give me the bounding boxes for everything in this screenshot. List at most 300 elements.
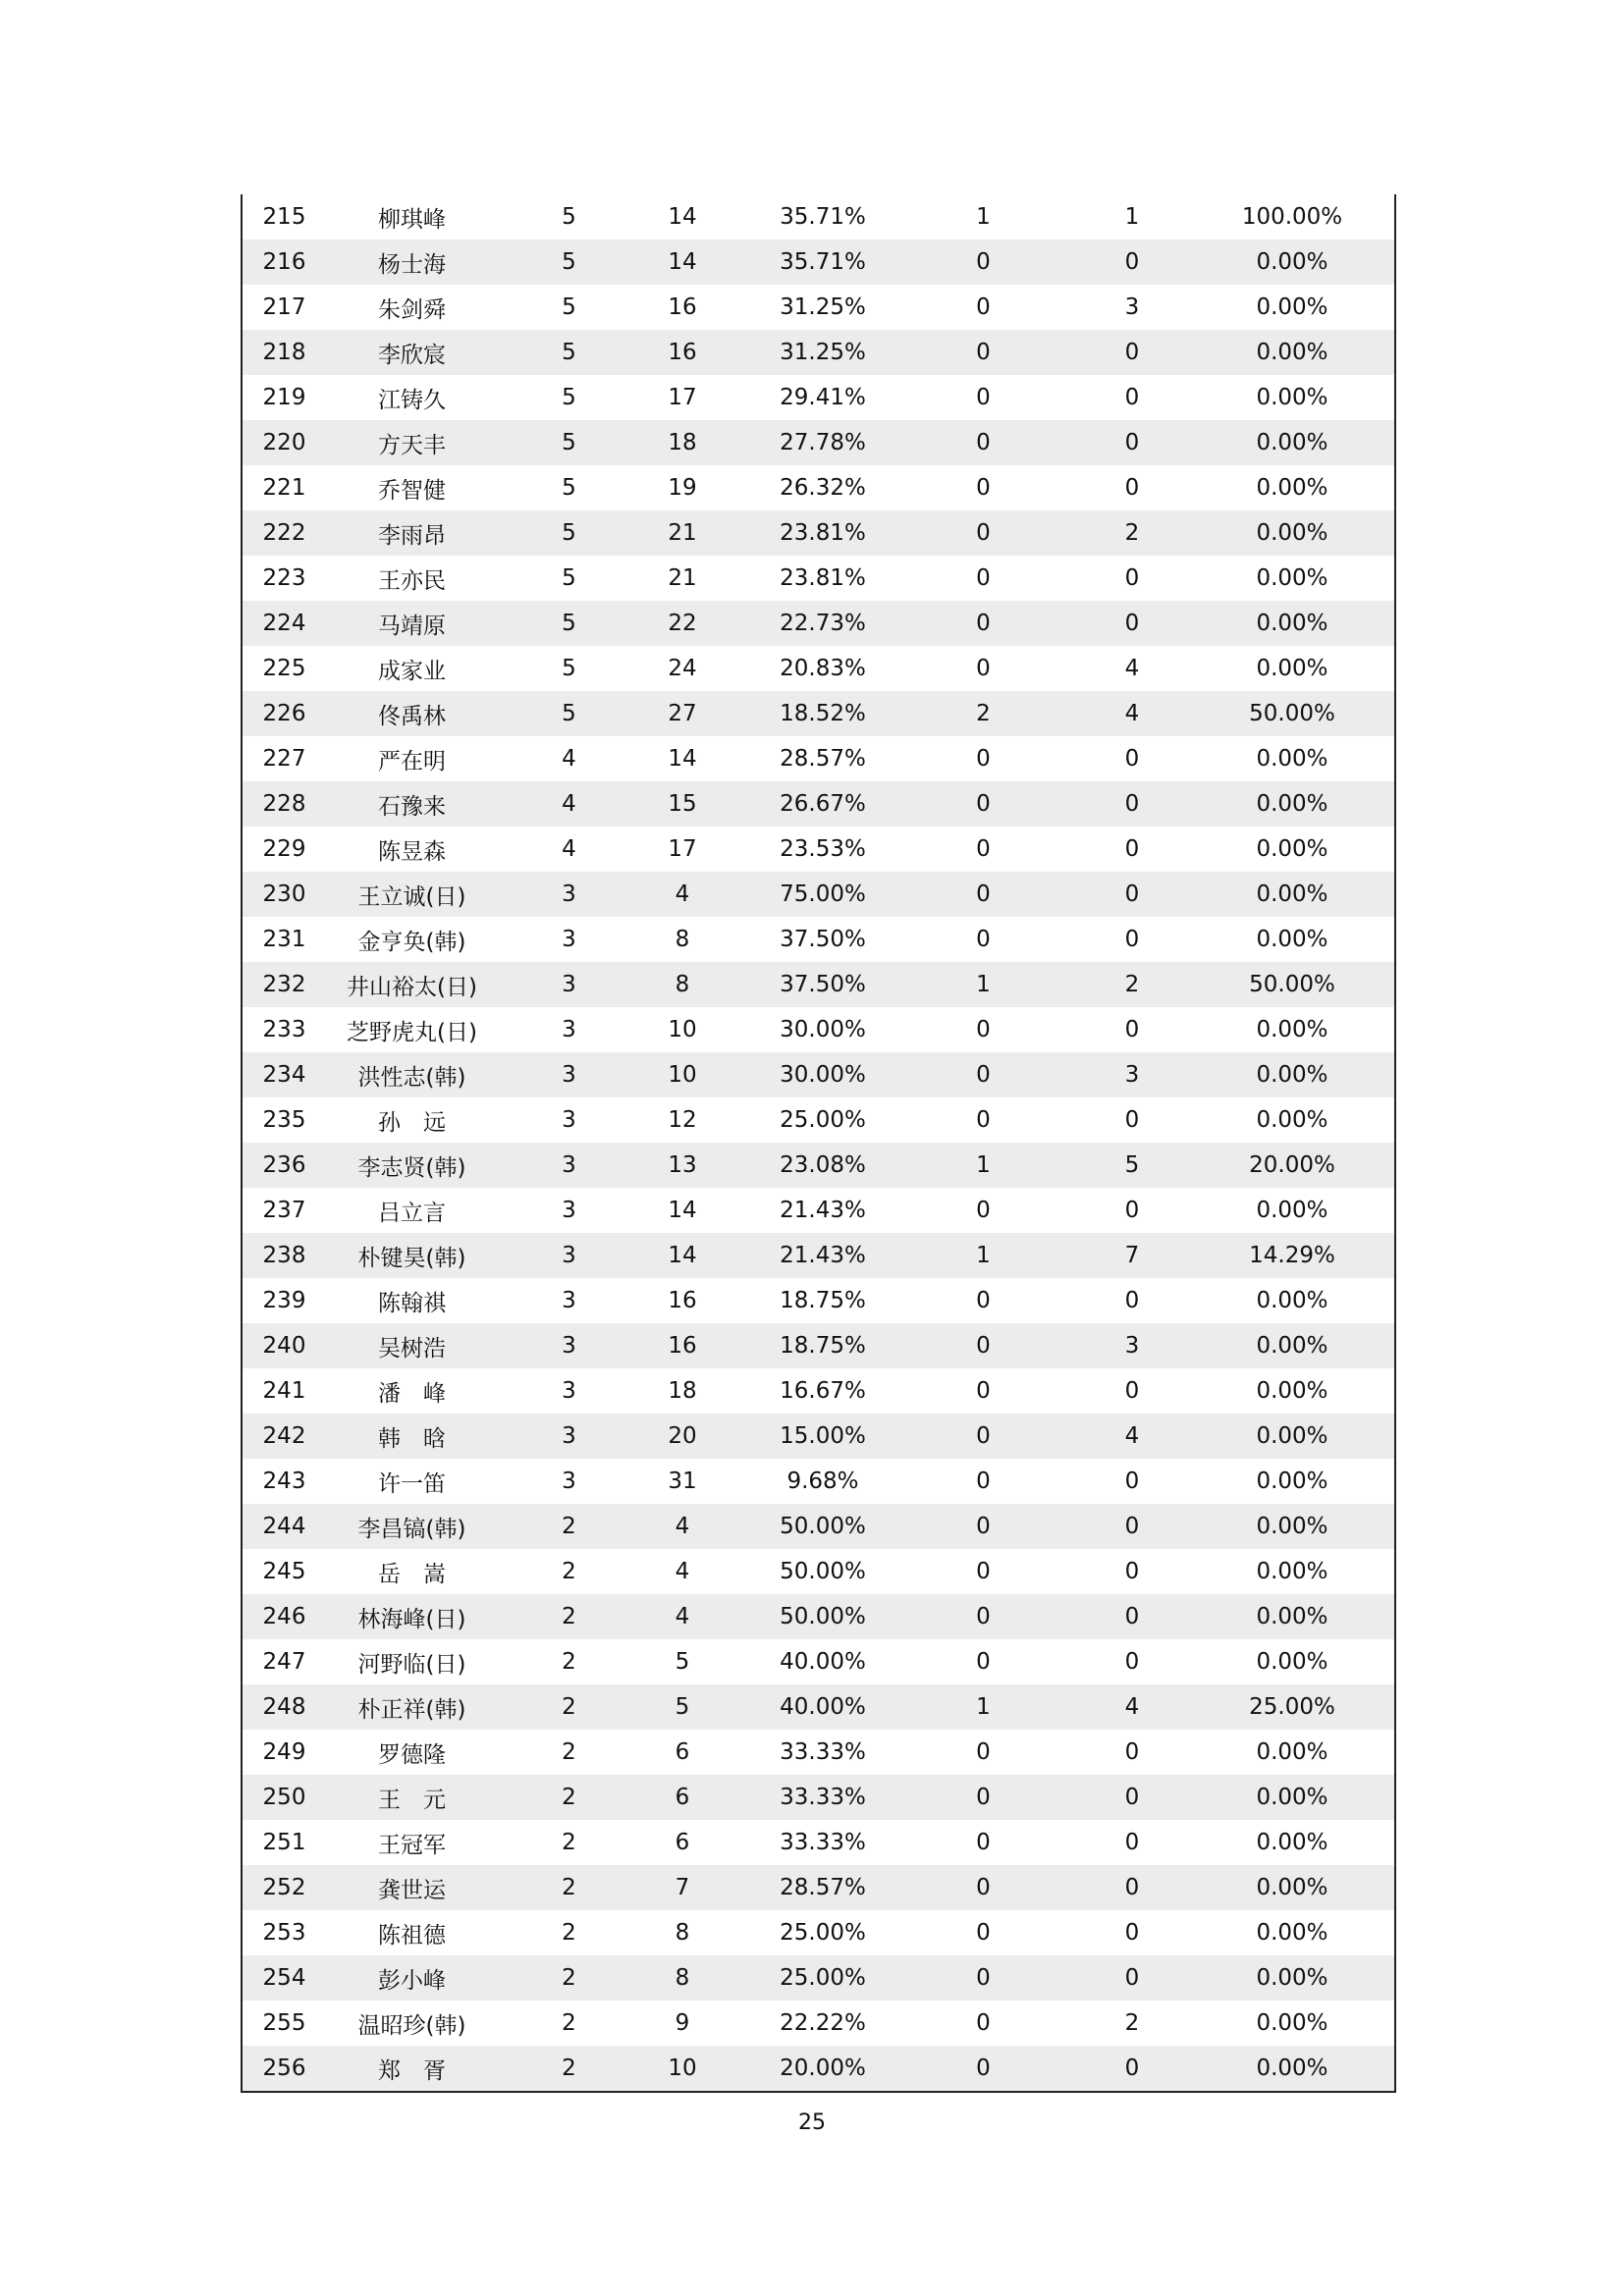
- final-games-cell: 2: [1124, 520, 1140, 546]
- games-cell: 27: [668, 701, 697, 726]
- final-win-rate-cell: 0.00%: [1256, 1017, 1328, 1042]
- final-wins-cell: 0: [976, 656, 991, 681]
- table-row: [243, 691, 1394, 736]
- final-games-cell: 0: [1124, 1198, 1140, 1223]
- games-cell: 24: [668, 656, 697, 681]
- player-name-cell: 金亨奂(韩): [357, 929, 466, 955]
- final-wins-cell: 0: [976, 1107, 991, 1133]
- final-wins-cell: 1: [976, 972, 991, 997]
- player-name-cell: 王立诚(日): [357, 883, 466, 910]
- player-name-cell: 郑 胥: [378, 2057, 446, 2084]
- wins-cell: 5: [562, 656, 576, 681]
- win-rate-cell: 29.41%: [780, 385, 866, 410]
- final-games-cell: 3: [1124, 1062, 1140, 1088]
- win-rate-cell: 22.22%: [780, 2010, 866, 2036]
- rank-cell: 229: [262, 836, 306, 862]
- win-rate-cell: 28.57%: [780, 1875, 866, 1900]
- table-row: [243, 2046, 1394, 2091]
- win-rate-cell: 30.00%: [780, 1017, 866, 1042]
- final-games-cell: 0: [1124, 1920, 1140, 1946]
- wins-cell: 3: [562, 1198, 576, 1223]
- wins-cell: 3: [562, 1333, 576, 1359]
- games-cell: 14: [668, 249, 697, 275]
- final-wins-cell: 0: [976, 1830, 991, 1855]
- final-games-cell: 4: [1124, 701, 1140, 726]
- rank-cell: 231: [262, 927, 306, 952]
- player-name-cell: 乔智健: [378, 477, 446, 504]
- final-win-rate-cell: 0.00%: [1256, 791, 1328, 817]
- rank-cell: 234: [262, 1062, 306, 1088]
- win-rate-cell: 31.25%: [780, 294, 866, 320]
- games-cell: 10: [668, 1062, 697, 1088]
- games-cell: 12: [668, 1107, 697, 1133]
- rank-cell: 240: [262, 1333, 306, 1359]
- wins-cell: 2: [562, 1514, 576, 1539]
- final-games-cell: 0: [1124, 791, 1140, 817]
- player-name-cell: 岳 嵩: [378, 1561, 446, 1587]
- games-cell: 4: [675, 1559, 690, 1584]
- wins-cell: 3: [562, 1152, 576, 1178]
- final-wins-cell: 0: [976, 1288, 991, 1313]
- win-rate-cell: 28.57%: [780, 746, 866, 772]
- table-row: [243, 1459, 1394, 1504]
- final-wins-cell: 1: [976, 1243, 991, 1268]
- wins-cell: 3: [562, 1288, 576, 1313]
- final-wins-cell: 1: [976, 1152, 991, 1178]
- final-games-cell: 0: [1124, 2056, 1140, 2081]
- final-win-rate-cell: 0.00%: [1256, 1830, 1328, 1855]
- games-cell: 6: [675, 1739, 690, 1765]
- table-row: [243, 2001, 1394, 2046]
- rank-cell: 221: [262, 475, 306, 501]
- player-name-cell: 李志贤(韩): [357, 1154, 466, 1181]
- win-rate-cell: 27.78%: [780, 430, 866, 455]
- rank-cell: 217: [262, 294, 306, 320]
- rank-cell: 230: [262, 881, 306, 907]
- player-name-cell: 李欣宸: [378, 342, 446, 368]
- final-games-cell: 0: [1124, 1785, 1140, 1810]
- win-rate-cell: 23.08%: [780, 1152, 866, 1178]
- final-win-rate-cell: 0.00%: [1256, 430, 1328, 455]
- win-rate-cell: 35.71%: [780, 204, 866, 230]
- wins-cell: 3: [562, 1378, 576, 1404]
- win-rate-cell: 9.68%: [786, 1468, 859, 1494]
- final-win-rate-cell: 0.00%: [1256, 1559, 1328, 1584]
- final-win-rate-cell: 0.00%: [1256, 520, 1328, 546]
- player-name-cell: 河野临(日): [357, 1651, 466, 1678]
- final-games-cell: 0: [1124, 430, 1140, 455]
- final-win-rate-cell: 0.00%: [1256, 1062, 1328, 1088]
- rank-cell: 226: [262, 701, 306, 726]
- rank-cell: 247: [262, 1649, 306, 1675]
- rank-cell: 243: [262, 1468, 306, 1494]
- rank-cell: 215: [262, 204, 306, 230]
- win-rate-cell: 25.00%: [780, 1107, 866, 1133]
- games-cell: 17: [668, 385, 697, 410]
- games-cell: 10: [668, 1017, 697, 1042]
- player-name-cell: 李昌镐(韩): [357, 1516, 466, 1542]
- final-wins-cell: 0: [976, 611, 991, 636]
- final-wins-cell: 0: [976, 1739, 991, 1765]
- player-name-cell: 朱剑舜: [378, 296, 446, 323]
- table-row: [243, 1323, 1394, 1368]
- games-cell: 16: [668, 294, 697, 320]
- win-rate-cell: 33.33%: [780, 1830, 866, 1855]
- player-name-cell: 陈翰祺: [378, 1290, 446, 1316]
- wins-cell: 5: [562, 430, 576, 455]
- final-wins-cell: 1: [976, 204, 991, 230]
- final-games-cell: 0: [1124, 1378, 1140, 1404]
- player-name-cell: 吴树浩: [378, 1335, 446, 1362]
- player-name-cell: 朴正祥(韩): [357, 1696, 466, 1723]
- final-win-rate-cell: 0.00%: [1256, 340, 1328, 365]
- final-games-cell: 4: [1124, 656, 1140, 681]
- table-row: [243, 1639, 1394, 1684]
- wins-cell: 2: [562, 1559, 576, 1584]
- wins-cell: 3: [562, 927, 576, 952]
- table-row: [243, 1368, 1394, 1414]
- rank-cell: 227: [262, 746, 306, 772]
- final-win-rate-cell: 0.00%: [1256, 2056, 1328, 2081]
- table-row: [243, 917, 1394, 962]
- player-name-cell: 王 元: [378, 1787, 446, 1813]
- wins-cell: 5: [562, 204, 576, 230]
- win-rate-cell: 31.25%: [780, 340, 866, 365]
- final-win-rate-cell: 20.00%: [1249, 1152, 1335, 1178]
- win-rate-cell: 26.67%: [780, 791, 866, 817]
- final-wins-cell: 0: [976, 2056, 991, 2081]
- final-win-rate-cell: 0.00%: [1256, 1198, 1328, 1223]
- win-rate-cell: 18.52%: [780, 701, 866, 726]
- win-rate-cell: 25.00%: [780, 1965, 866, 1991]
- final-wins-cell: 0: [976, 1920, 991, 1946]
- final-win-rate-cell: 0.00%: [1256, 611, 1328, 636]
- final-games-cell: 0: [1124, 1559, 1140, 1584]
- table-row: [243, 601, 1394, 646]
- table-row: [243, 962, 1394, 1007]
- rank-cell: 232: [262, 972, 306, 997]
- final-wins-cell: 0: [976, 927, 991, 952]
- final-wins-cell: 0: [976, 1378, 991, 1404]
- final-wins-cell: 0: [976, 1423, 991, 1449]
- final-wins-cell: 0: [976, 385, 991, 410]
- player-name-cell: 柳琪峰: [378, 206, 446, 233]
- final-games-cell: 3: [1124, 294, 1140, 320]
- games-cell: 20: [668, 1423, 697, 1449]
- games-cell: 10: [668, 2056, 697, 2081]
- games-cell: 18: [668, 1378, 697, 1404]
- rank-cell: 239: [262, 1288, 306, 1313]
- final-games-cell: 2: [1124, 2010, 1140, 2036]
- final-games-cell: 0: [1124, 881, 1140, 907]
- games-cell: 6: [675, 1785, 690, 1810]
- win-rate-cell: 18.75%: [780, 1333, 866, 1359]
- table-row: [243, 1007, 1394, 1052]
- player-name-cell: 王冠军: [378, 1832, 446, 1858]
- final-wins-cell: 0: [976, 836, 991, 862]
- player-name-cell: 成家业: [378, 658, 446, 684]
- table-row: [243, 330, 1394, 375]
- final-wins-cell: 0: [976, 1649, 991, 1675]
- final-games-cell: 5: [1124, 1152, 1140, 1178]
- rank-cell: 255: [262, 2010, 306, 2036]
- win-rate-cell: 20.83%: [780, 656, 866, 681]
- win-rate-cell: 22.73%: [780, 611, 866, 636]
- final-win-rate-cell: 0.00%: [1256, 385, 1328, 410]
- final-games-cell: 0: [1124, 1604, 1140, 1629]
- final-games-cell: 4: [1124, 1423, 1140, 1449]
- wins-cell: 2: [562, 2056, 576, 2081]
- final-wins-cell: 1: [976, 1694, 991, 1720]
- win-rate-cell: 18.75%: [780, 1288, 866, 1313]
- final-wins-cell: 0: [976, 1875, 991, 1900]
- table-row: [243, 872, 1394, 917]
- wins-cell: 4: [562, 836, 576, 862]
- wins-cell: 3: [562, 1062, 576, 1088]
- wins-cell: 3: [562, 1243, 576, 1268]
- final-games-cell: 0: [1124, 1468, 1140, 1494]
- rank-cell: 254: [262, 1965, 306, 1991]
- player-name-cell: 佟禹林: [378, 703, 446, 729]
- wins-cell: 2: [562, 1965, 576, 1991]
- player-name-cell: 陈祖德: [378, 1922, 446, 1949]
- win-rate-cell: 37.50%: [780, 927, 866, 952]
- wins-cell: 3: [562, 1107, 576, 1133]
- table-row: [243, 1594, 1394, 1639]
- player-name-cell: 许一笛: [378, 1470, 446, 1497]
- wins-cell: 3: [562, 1017, 576, 1042]
- final-games-cell: 0: [1124, 1739, 1140, 1765]
- final-win-rate-cell: 0.00%: [1256, 1333, 1328, 1359]
- rank-cell: 220: [262, 430, 306, 455]
- final-win-rate-cell: 0.00%: [1256, 746, 1328, 772]
- win-rate-cell: 21.43%: [780, 1243, 866, 1268]
- player-name-cell: 马靖原: [378, 613, 446, 639]
- games-cell: 5: [675, 1649, 690, 1675]
- rank-cell: 222: [262, 520, 306, 546]
- final-win-rate-cell: 50.00%: [1249, 972, 1335, 997]
- table-row: [243, 375, 1394, 420]
- final-games-cell: 0: [1124, 1017, 1140, 1042]
- win-rate-cell: 33.33%: [780, 1739, 866, 1765]
- final-win-rate-cell: 0.00%: [1256, 475, 1328, 501]
- final-win-rate-cell: 0.00%: [1256, 1468, 1328, 1494]
- final-games-cell: 1: [1124, 204, 1140, 230]
- final-games-cell: 0: [1124, 565, 1140, 591]
- table-row: [243, 1910, 1394, 1955]
- games-cell: 16: [668, 1333, 697, 1359]
- player-name-cell: 林海峰(日): [357, 1606, 466, 1632]
- final-wins-cell: 0: [976, 1062, 991, 1088]
- win-rate-cell: 15.00%: [780, 1423, 866, 1449]
- win-rate-cell: 35.71%: [780, 249, 866, 275]
- table-row: [243, 1052, 1394, 1097]
- rank-cell: 237: [262, 1198, 306, 1223]
- games-cell: 8: [675, 1965, 690, 1991]
- wins-cell: 4: [562, 746, 576, 772]
- wins-cell: 5: [562, 701, 576, 726]
- player-name-cell: 龚世运: [378, 1877, 446, 1903]
- player-name-cell: 杨士海: [378, 251, 446, 278]
- games-cell: 22: [668, 611, 697, 636]
- games-cell: 13: [668, 1152, 697, 1178]
- win-rate-cell: 21.43%: [780, 1198, 866, 1223]
- rank-cell: 245: [262, 1559, 306, 1584]
- games-cell: 18: [668, 430, 697, 455]
- table-row: [243, 285, 1394, 330]
- final-games-cell: 0: [1124, 340, 1140, 365]
- final-win-rate-cell: 0.00%: [1256, 1378, 1328, 1404]
- page-number: 25: [798, 2110, 826, 2135]
- rank-cell: 218: [262, 340, 306, 365]
- table-row: [243, 1414, 1394, 1459]
- wins-cell: 2: [562, 1649, 576, 1675]
- final-wins-cell: 0: [976, 294, 991, 320]
- rank-cell: 251: [262, 1830, 306, 1855]
- rank-cell: 223: [262, 565, 306, 591]
- rank-cell: 224: [262, 611, 306, 636]
- rank-cell: 242: [262, 1423, 306, 1449]
- games-cell: 14: [668, 1243, 697, 1268]
- rank-cell: 233: [262, 1017, 306, 1042]
- final-wins-cell: 0: [976, 881, 991, 907]
- final-games-cell: 3: [1124, 1333, 1140, 1359]
- table-row: [243, 465, 1394, 510]
- games-cell: 8: [675, 972, 690, 997]
- final-games-cell: 0: [1124, 385, 1140, 410]
- win-rate-cell: 23.53%: [780, 836, 866, 862]
- table-row: [243, 781, 1394, 827]
- rank-cell: 253: [262, 1920, 306, 1946]
- final-games-cell: 2: [1124, 972, 1140, 997]
- games-cell: 16: [668, 340, 697, 365]
- final-games-cell: 0: [1124, 249, 1140, 275]
- table-row: [243, 556, 1394, 601]
- wins-cell: 5: [562, 249, 576, 275]
- player-name-cell: 洪性志(韩): [357, 1064, 466, 1091]
- games-cell: 21: [668, 565, 697, 591]
- rank-cell: 216: [262, 249, 306, 275]
- table-row: [243, 1188, 1394, 1233]
- final-wins-cell: 0: [976, 1468, 991, 1494]
- player-name-cell: 孙 远: [378, 1109, 446, 1136]
- final-games-cell: 0: [1124, 1288, 1140, 1313]
- final-wins-cell: 0: [976, 746, 991, 772]
- wins-cell: 2: [562, 1920, 576, 1946]
- games-cell: 5: [675, 1694, 690, 1720]
- final-win-rate-cell: 0.00%: [1256, 1288, 1328, 1313]
- table-row: [243, 1233, 1394, 1278]
- games-cell: 16: [668, 1288, 697, 1313]
- final-games-cell: 0: [1124, 1965, 1140, 1991]
- games-cell: 31: [668, 1468, 697, 1494]
- games-cell: 4: [675, 1514, 690, 1539]
- win-rate-cell: 23.81%: [780, 520, 866, 546]
- games-cell: 14: [668, 1198, 697, 1223]
- table-row: [243, 1684, 1394, 1730]
- final-games-cell: 4: [1124, 1694, 1140, 1720]
- player-name-cell: 朴键昊(韩): [357, 1245, 466, 1271]
- final-wins-cell: 0: [976, 1965, 991, 1991]
- rank-cell: 244: [262, 1514, 306, 1539]
- final-win-rate-cell: 0.00%: [1256, 1649, 1328, 1675]
- final-games-cell: 0: [1124, 927, 1140, 952]
- wins-cell: 5: [562, 520, 576, 546]
- win-rate-cell: 26.32%: [780, 475, 866, 501]
- win-rate-cell: 20.00%: [780, 2056, 866, 2081]
- rank-cell: 249: [262, 1739, 306, 1765]
- player-name-cell: 温昭珍(韩): [357, 2012, 466, 2039]
- final-wins-cell: 0: [976, 475, 991, 501]
- final-games-cell: 0: [1124, 1649, 1140, 1675]
- table-row: [243, 1775, 1394, 1820]
- player-name-cell: 井山裕太(日): [347, 974, 477, 1000]
- final-games-cell: 0: [1124, 1875, 1140, 1900]
- table-row: [243, 194, 1394, 240]
- final-win-rate-cell: 0.00%: [1256, 1514, 1328, 1539]
- table-row: [243, 1278, 1394, 1323]
- games-cell: 14: [668, 746, 697, 772]
- table-row: [243, 1820, 1394, 1865]
- wins-cell: 3: [562, 881, 576, 907]
- rank-cell: 256: [262, 2056, 306, 2081]
- rank-cell: 252: [262, 1875, 306, 1900]
- table-row: [243, 240, 1394, 285]
- wins-cell: 2: [562, 1785, 576, 1810]
- player-name-cell: 彭小峰: [378, 1967, 446, 1994]
- win-rate-cell: 50.00%: [780, 1604, 866, 1629]
- rank-cell: 250: [262, 1785, 306, 1810]
- games-cell: 9: [675, 2010, 690, 2036]
- wins-cell: 2: [562, 1830, 576, 1855]
- wins-cell: 5: [562, 565, 576, 591]
- table-row: [243, 1549, 1394, 1594]
- final-wins-cell: 0: [976, 2010, 991, 2036]
- win-rate-cell: 25.00%: [780, 1920, 866, 1946]
- final-win-rate-cell: 0.00%: [1256, 249, 1328, 275]
- wins-cell: 5: [562, 385, 576, 410]
- final-win-rate-cell: 0.00%: [1256, 294, 1328, 320]
- player-name-cell: 韩 晗: [378, 1425, 446, 1452]
- final-wins-cell: 0: [976, 1333, 991, 1359]
- table-row: [243, 646, 1394, 691]
- final-win-rate-cell: 50.00%: [1249, 701, 1335, 726]
- games-cell: 14: [668, 204, 697, 230]
- wins-cell: 5: [562, 611, 576, 636]
- final-win-rate-cell: 0.00%: [1256, 1785, 1328, 1810]
- player-name-cell: 吕立言: [378, 1200, 446, 1226]
- final-games-cell: 7: [1124, 1243, 1140, 1268]
- final-wins-cell: 0: [976, 249, 991, 275]
- wins-cell: 5: [562, 294, 576, 320]
- table-row: [243, 736, 1394, 781]
- wins-cell: 2: [562, 1875, 576, 1900]
- rank-cell: 236: [262, 1152, 306, 1178]
- final-games-cell: 0: [1124, 1107, 1140, 1133]
- wins-cell: 2: [562, 1739, 576, 1765]
- win-rate-cell: 16.67%: [780, 1378, 866, 1404]
- final-win-rate-cell: 0.00%: [1256, 836, 1328, 862]
- wins-cell: 2: [562, 2010, 576, 2036]
- final-win-rate-cell: 100.00%: [1241, 204, 1343, 230]
- games-cell: 4: [675, 1604, 690, 1629]
- games-cell: 15: [668, 791, 697, 817]
- wins-cell: 3: [562, 1423, 576, 1449]
- final-wins-cell: 0: [976, 1604, 991, 1629]
- games-cell: 19: [668, 475, 697, 501]
- final-win-rate-cell: 0.00%: [1256, 1739, 1328, 1765]
- player-name-cell: 陈昱森: [378, 838, 446, 865]
